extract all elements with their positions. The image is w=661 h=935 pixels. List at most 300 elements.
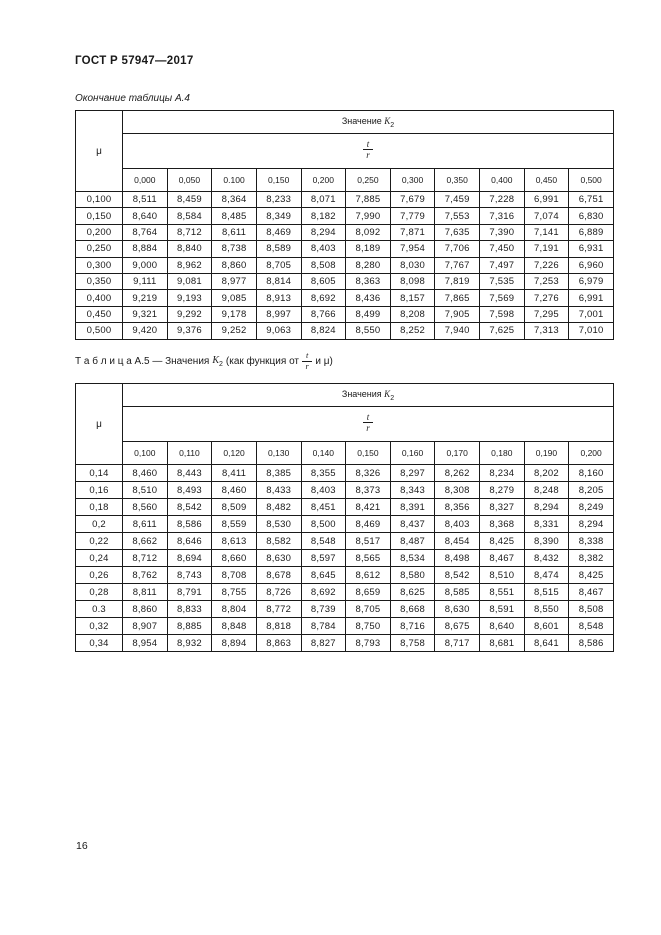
value-cell: 7,679	[390, 192, 435, 208]
value-cell: 9,252	[212, 323, 257, 339]
value-cell: 8,508	[301, 257, 346, 273]
value-cell: 8,511	[123, 192, 168, 208]
table-row	[76, 323, 614, 339]
value-cell: 7,295	[524, 306, 569, 322]
mu-row-label: 0,34	[76, 635, 123, 652]
value-cell: 8,613	[212, 533, 257, 550]
value-cell: 8,894	[212, 635, 257, 652]
value-cell: 8,738	[212, 241, 257, 257]
value-cell: 7,819	[435, 273, 480, 289]
value-cell: 8,443	[167, 465, 212, 482]
value-cell: 8,355	[301, 465, 346, 482]
value-cell: 8,692	[301, 290, 346, 306]
value-cell: 8,534	[390, 550, 435, 567]
value-cell: 8,262	[435, 465, 480, 482]
ratio-value-header: 0,120	[212, 442, 257, 465]
value-cell: 8,327	[480, 499, 525, 516]
value-cell: 8,280	[346, 257, 391, 273]
value-cell: 8,589	[256, 241, 301, 257]
value-cell: 8,580	[390, 567, 435, 584]
value-cell: 8,641	[524, 635, 569, 652]
k-letter: K	[384, 115, 391, 126]
table-row	[76, 241, 614, 257]
tr-ratio-header	[123, 407, 614, 442]
table-row	[76, 601, 614, 618]
value-cell: 8,784	[301, 618, 346, 635]
value-cell: 8,364	[212, 192, 257, 208]
k-letter: K	[212, 354, 219, 366]
value-cell: 7,191	[524, 241, 569, 257]
ratio-value-header: 0,050	[167, 169, 212, 192]
value-cell: 7,313	[524, 323, 569, 339]
value-cell: 8,743	[167, 567, 212, 584]
ratio-value-header: 0,180	[480, 442, 525, 465]
table-row	[76, 208, 614, 224]
k-subscript: 2	[390, 121, 395, 129]
value-cell: 8,248	[524, 482, 569, 499]
value-cell: 7,450	[480, 241, 525, 257]
mu-row-label: 0,100	[76, 192, 123, 208]
value-cell: 7,228	[480, 192, 525, 208]
value-cell: 8,860	[123, 601, 168, 618]
value-cell: 8,390	[524, 533, 569, 550]
value-cell: 8,498	[435, 550, 480, 567]
value-cell: 8,493	[167, 482, 212, 499]
value-cell: 7,010	[569, 323, 614, 339]
table-a4-continuation	[75, 110, 614, 340]
value-cell: 8,551	[480, 584, 525, 601]
value-cell: 8,550	[346, 323, 391, 339]
value-cell: 8,425	[480, 533, 525, 550]
value-cell: 8,717	[435, 635, 480, 652]
value-cell: 9,000	[123, 257, 168, 273]
t-over-r-fraction	[363, 139, 374, 161]
ratio-value-header: 0,500	[569, 169, 614, 192]
value-cell: 8,349	[256, 208, 301, 224]
value-cell: 8,391	[390, 499, 435, 516]
fraction-numerator: t	[302, 351, 312, 362]
mu-row-label: 0,24	[76, 550, 123, 567]
ratio-value-header: 0.100	[212, 169, 257, 192]
value-cell: 8,811	[123, 584, 168, 601]
value-cell: 8,913	[256, 290, 301, 306]
value-cell: 8,542	[167, 499, 212, 516]
value-cell: 7,569	[480, 290, 525, 306]
value-group-header	[123, 111, 614, 134]
value-cell: 9,193	[167, 290, 212, 306]
fraction-numerator: t	[363, 412, 374, 423]
k-subscript: 2	[219, 360, 223, 368]
value-cell: 8,343	[390, 482, 435, 499]
value-cell: 8,611	[212, 224, 257, 240]
mu-column-header: μ	[76, 384, 123, 465]
value-cell: 8,432	[524, 550, 569, 567]
value-cell: 8,508	[569, 601, 614, 618]
table-row	[76, 192, 614, 208]
value-cell: 8,208	[390, 306, 435, 322]
value-cell: 8,460	[123, 465, 168, 482]
value-cell: 6,991	[524, 192, 569, 208]
value-cell: 8,548	[301, 533, 346, 550]
value-cell: 8,515	[524, 584, 569, 601]
value-cell: 8,338	[569, 533, 614, 550]
value-cell: 8,824	[301, 323, 346, 339]
value-cell: 8,612	[346, 567, 391, 584]
value-cell: 8,485	[212, 208, 257, 224]
value-cell: 8,482	[256, 499, 301, 516]
value-cell: 8,660	[212, 550, 257, 567]
value-cell: 7,635	[435, 224, 480, 240]
value-cell: 8,659	[346, 584, 391, 601]
value-cell: 8,739	[301, 601, 346, 618]
value-cell: 8,814	[256, 273, 301, 289]
ratio-value-header: 0,130	[256, 442, 301, 465]
value-cell: 8,294	[524, 499, 569, 516]
value-cell: 8,692	[301, 584, 346, 601]
value-cell: 8,962	[167, 257, 212, 273]
mu-row-label: 0,26	[76, 567, 123, 584]
value-cell: 8,294	[301, 224, 346, 240]
value-cell: 8,530	[256, 516, 301, 533]
fraction-denominator: r	[366, 423, 370, 434]
value-cell: 8,833	[167, 601, 212, 618]
value-cell: 8,954	[123, 635, 168, 652]
value-cell: 6,931	[569, 241, 614, 257]
tr-ratio-header	[123, 134, 614, 169]
value-cell: 8,932	[167, 635, 212, 652]
value-cell: 7,940	[435, 323, 480, 339]
value-cell: 8,363	[346, 273, 391, 289]
value-cell: 9,111	[123, 273, 168, 289]
ratio-value-header: 0,350	[435, 169, 480, 192]
value-cell: 8,694	[167, 550, 212, 567]
value-cell: 8,848	[212, 618, 257, 635]
value-cell: 8,977	[212, 273, 257, 289]
value-cell: 8,860	[212, 257, 257, 273]
value-cell: 8,030	[390, 257, 435, 273]
table-row	[76, 290, 614, 306]
table-a5-caption-middle: (как функция от	[225, 355, 299, 367]
value-cell: 8,542	[435, 567, 480, 584]
page-number: 16	[76, 840, 88, 852]
mu-row-label: 0,500	[76, 323, 123, 339]
value-cell: 8,098	[390, 273, 435, 289]
value-group-label: Значения	[341, 388, 385, 399]
k2-symbol	[212, 355, 223, 368]
value-cell: 9,081	[167, 273, 212, 289]
value-cell: 8,517	[346, 533, 391, 550]
value-cell: 8,436	[346, 290, 391, 306]
value-cell: 7,001	[569, 306, 614, 322]
value-cell: 8,863	[256, 635, 301, 652]
value-cell: 8,755	[212, 584, 257, 601]
t-over-r-fraction	[302, 351, 312, 372]
value-cell: 8,678	[256, 567, 301, 584]
value-cell: 8,586	[167, 516, 212, 533]
value-cell: 8,559	[212, 516, 257, 533]
value-cell: 6,979	[569, 273, 614, 289]
value-cell: 7,905	[435, 306, 480, 322]
value-cell: 8,818	[256, 618, 301, 635]
table-row	[76, 499, 614, 516]
value-cell: 8,233	[256, 192, 301, 208]
value-cell: 7,535	[480, 273, 525, 289]
value-cell: 7,779	[390, 208, 435, 224]
value-cell: 8,586	[569, 635, 614, 652]
table-row	[76, 306, 614, 322]
value-cell: 8,591	[480, 601, 525, 618]
value-cell: 8,411	[212, 465, 257, 482]
value-cell: 8,585	[435, 584, 480, 601]
value-group-label: Значение	[341, 115, 385, 126]
value-cell: 8,550	[524, 601, 569, 618]
value-cell: 8,907	[123, 618, 168, 635]
value-cell: 8,157	[390, 290, 435, 306]
value-cell: 8,356	[435, 499, 480, 516]
value-cell: 6,960	[569, 257, 614, 273]
value-cell: 8,509	[212, 499, 257, 516]
ratio-value-header: 0,200	[569, 442, 614, 465]
value-cell: 7,141	[524, 224, 569, 240]
value-cell: 8,884	[123, 241, 168, 257]
value-cell: 8,373	[346, 482, 391, 499]
value-cell: 8,548	[569, 618, 614, 635]
value-cell: 7,253	[524, 273, 569, 289]
value-cell: 8,705	[346, 601, 391, 618]
value-cell: 8,202	[524, 465, 569, 482]
table-a5-caption	[75, 345, 333, 377]
value-cell: 8,764	[123, 224, 168, 240]
value-cell: 8,294	[569, 516, 614, 533]
value-cell: 8,403	[301, 482, 346, 499]
value-cell: 8,560	[123, 499, 168, 516]
ratio-value-header: 0,190	[524, 442, 569, 465]
value-cell: 8,425	[569, 567, 614, 584]
value-cell: 8,331	[524, 516, 569, 533]
table-header	[76, 111, 614, 192]
value-cell: 9,063	[256, 323, 301, 339]
value-cell: 8,451	[301, 499, 346, 516]
value-cell: 6,991	[569, 290, 614, 306]
mu-row-label: 0,18	[76, 499, 123, 516]
table-row	[76, 533, 614, 550]
value-cell: 8,705	[256, 257, 301, 273]
value-cell: 8,182	[301, 208, 346, 224]
value-cell: 9,292	[167, 306, 212, 322]
value-cell: 8,249	[569, 499, 614, 516]
value-cell: 9,085	[212, 290, 257, 306]
value-cell: 8,712	[123, 550, 168, 567]
value-cell: 8,601	[524, 618, 569, 635]
value-cell: 9,219	[123, 290, 168, 306]
table-body	[76, 192, 614, 340]
value-cell: 8,645	[301, 567, 346, 584]
value-cell: 8,772	[256, 601, 301, 618]
mu-row-label: 0,28	[76, 584, 123, 601]
value-cell: 8,308	[435, 482, 480, 499]
value-cell: 7,954	[390, 241, 435, 257]
mu-row-label: 0,22	[76, 533, 123, 550]
value-cell: 8,403	[301, 241, 346, 257]
value-cell: 7,074	[524, 208, 569, 224]
value-cell: 8,189	[346, 241, 391, 257]
value-cell: 8,234	[480, 465, 525, 482]
mu-row-label: 0,2	[76, 516, 123, 533]
t-over-r-fraction	[363, 412, 374, 434]
value-cell: 8,499	[346, 306, 391, 322]
value-cell: 9,321	[123, 306, 168, 322]
fraction-numerator: t	[363, 139, 374, 150]
value-cell: 8,827	[301, 635, 346, 652]
value-cell: 6,889	[569, 224, 614, 240]
value-cell: 8,326	[346, 465, 391, 482]
ratio-value-header: 0,110	[167, 442, 212, 465]
ratio-value-header: 0,170	[435, 442, 480, 465]
value-cell: 8,997	[256, 306, 301, 322]
value-cell: 8,762	[123, 567, 168, 584]
value-cell: 8,597	[301, 550, 346, 567]
value-cell: 7,497	[480, 257, 525, 273]
value-cell: 7,390	[480, 224, 525, 240]
value-cell: 8,766	[301, 306, 346, 322]
value-cell: 8,804	[212, 601, 257, 618]
value-cell: 8,469	[256, 224, 301, 240]
table-a5-caption-suffix: и μ)	[315, 355, 333, 367]
value-cell: 9,420	[123, 323, 168, 339]
value-cell: 8,160	[569, 465, 614, 482]
ratio-value-header: 0,250	[346, 169, 391, 192]
value-cell: 8,433	[256, 482, 301, 499]
table-row	[76, 550, 614, 567]
table-row	[76, 618, 614, 635]
value-cell: 8,758	[390, 635, 435, 652]
value-cell: 7,226	[524, 257, 569, 273]
value-cell: 8,640	[480, 618, 525, 635]
ratio-value-header: 0,000	[123, 169, 168, 192]
value-cell: 8,385	[256, 465, 301, 482]
k-letter: K	[384, 388, 391, 399]
value-cell: 8,605	[301, 273, 346, 289]
table-row	[76, 567, 614, 584]
value-cell: 8,726	[256, 584, 301, 601]
value-cell: 8,708	[212, 567, 257, 584]
mu-row-label: 0,300	[76, 257, 123, 273]
value-cell: 8,840	[167, 241, 212, 257]
k-subscript: 2	[390, 394, 395, 402]
mu-row-label: 0,450	[76, 306, 123, 322]
mu-row-label: 0,200	[76, 224, 123, 240]
value-cell: 8,279	[480, 482, 525, 499]
table-row	[76, 273, 614, 289]
table-a5	[75, 383, 614, 652]
value-cell: 8,646	[167, 533, 212, 550]
table-row	[76, 584, 614, 601]
fraction-denominator: r	[305, 360, 309, 371]
value-cell: 8,510	[123, 482, 168, 499]
value-cell: 8,368	[480, 516, 525, 533]
value-cell: 8,630	[435, 601, 480, 618]
value-cell: 6,751	[569, 192, 614, 208]
value-cell: 8,092	[346, 224, 391, 240]
document-title: ГОСТ Р 57947—2017	[75, 55, 194, 67]
value-cell: 8,403	[435, 516, 480, 533]
value-cell: 7,885	[346, 192, 391, 208]
mu-column-header: μ	[76, 111, 123, 192]
value-cell: 7,598	[480, 306, 525, 322]
value-cell: 8,297	[390, 465, 435, 482]
value-cell: 7,990	[346, 208, 391, 224]
ratio-value-header: 0,100	[123, 442, 168, 465]
table-row	[76, 465, 614, 482]
value-cell: 8,469	[346, 516, 391, 533]
table-row	[76, 516, 614, 533]
value-cell: 8,467	[480, 550, 525, 567]
value-cell: 8,675	[435, 618, 480, 635]
table-row	[76, 224, 614, 240]
value-cell: 8,421	[346, 499, 391, 516]
value-cell: 7,871	[390, 224, 435, 240]
mu-row-label: 0,16	[76, 482, 123, 499]
value-cell: 8,205	[569, 482, 614, 499]
value-cell: 8,510	[480, 567, 525, 584]
value-cell: 9,178	[212, 306, 257, 322]
value-cell: 8,467	[569, 584, 614, 601]
value-cell: 8,750	[346, 618, 391, 635]
mu-row-label: 0.3	[76, 601, 123, 618]
value-cell: 8,668	[390, 601, 435, 618]
value-cell: 8,625	[390, 584, 435, 601]
ratio-value-header: 0,160	[390, 442, 435, 465]
value-cell: 8,791	[167, 584, 212, 601]
value-cell: 7,276	[524, 290, 569, 306]
fraction-denominator: r	[366, 150, 370, 161]
value-cell: 8,584	[167, 208, 212, 224]
value-cell: 8,712	[167, 224, 212, 240]
value-cell: 7,767	[435, 257, 480, 273]
value-cell: 6,830	[569, 208, 614, 224]
value-cell: 8,793	[346, 635, 391, 652]
value-cell: 8,460	[212, 482, 257, 499]
value-cell: 8,681	[480, 635, 525, 652]
value-cell: 8,716	[390, 618, 435, 635]
value-cell: 7,459	[435, 192, 480, 208]
ratio-value-header: 0,150	[346, 442, 391, 465]
value-cell: 8,565	[346, 550, 391, 567]
table-row	[76, 635, 614, 652]
ratio-value-header: 0,200	[301, 169, 346, 192]
value-cell: 8,487	[390, 533, 435, 550]
table-a5-caption-prefix: Т а б л и ц а А.5 — Значения	[75, 355, 210, 367]
value-cell: 8,437	[390, 516, 435, 533]
value-cell: 7,625	[480, 323, 525, 339]
table-a4-continuation-caption: Окончание таблицы А.4	[75, 93, 190, 104]
value-cell: 8,582	[256, 533, 301, 550]
value-cell: 8,500	[301, 516, 346, 533]
ratio-value-header: 0,140	[301, 442, 346, 465]
value-cell: 9,376	[167, 323, 212, 339]
value-cell: 8,630	[256, 550, 301, 567]
value-cell: 8,662	[123, 533, 168, 550]
value-cell: 8,459	[167, 192, 212, 208]
value-cell: 8,885	[167, 618, 212, 635]
table-row	[76, 482, 614, 499]
mu-row-label: 0,150	[76, 208, 123, 224]
value-cell: 8,474	[524, 567, 569, 584]
mu-row-label: 0,14	[76, 465, 123, 482]
ratio-value-header: 0,150	[256, 169, 301, 192]
ratio-value-header: 0,400	[480, 169, 525, 192]
value-cell: 8,382	[569, 550, 614, 567]
